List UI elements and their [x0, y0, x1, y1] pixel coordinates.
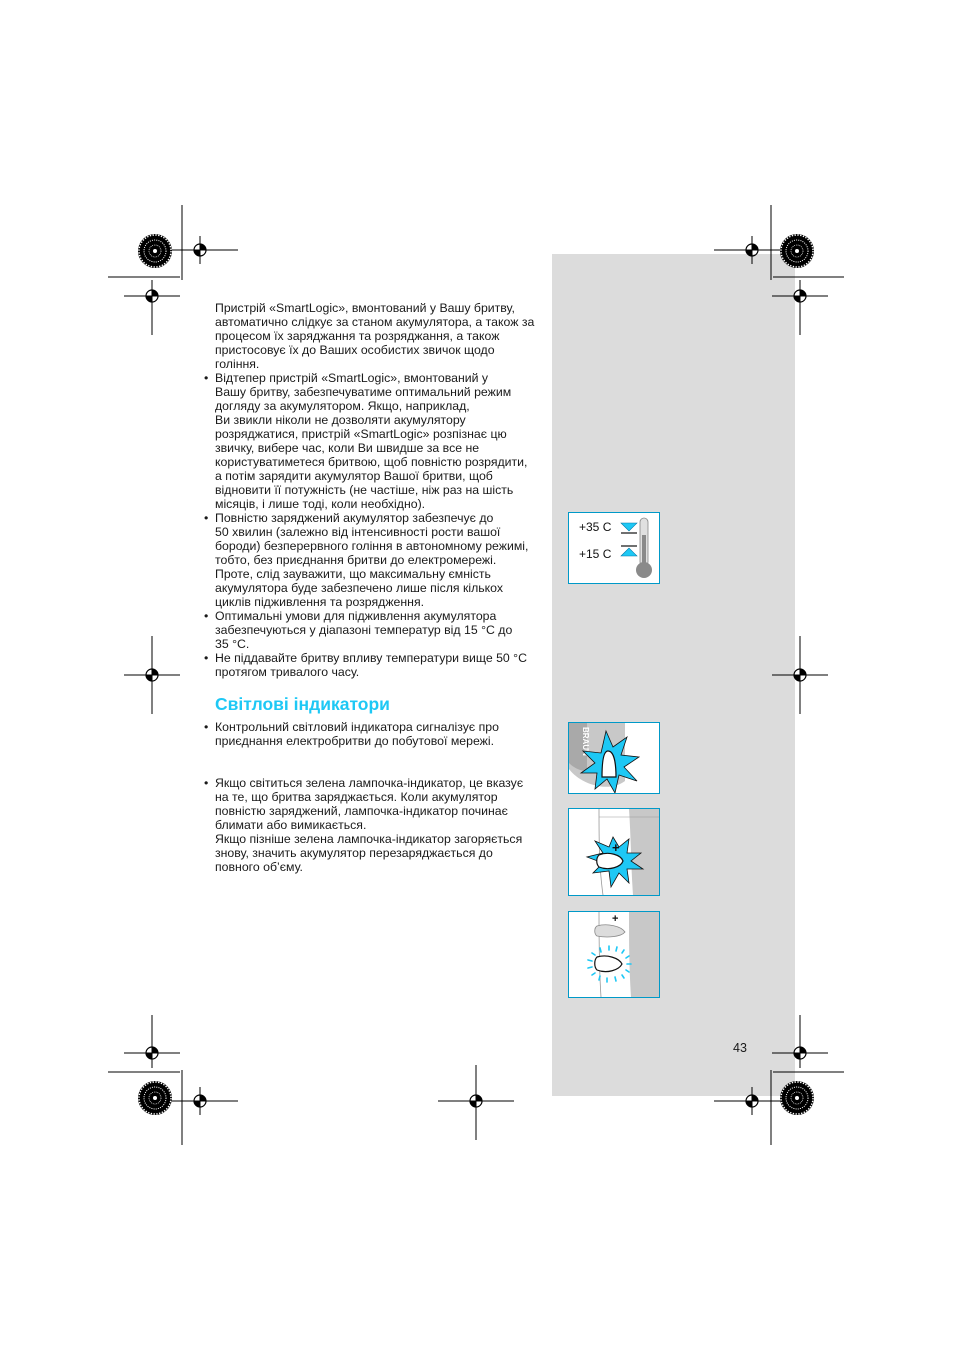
bullet-temperature-warning [204, 651, 540, 679]
text-line: приєднання електробритви до побутової мережі. [215, 734, 495, 748]
temp-min-label: +15 C [579, 547, 612, 561]
indicator-lamp-icon [597, 853, 623, 868]
text-line: тобто, без приєднання бритви до електромережі. [215, 553, 497, 567]
charging-indicator-figure [568, 808, 660, 896]
bullet-dot: • [204, 371, 209, 385]
text-line: циклів підживлення та розрядження. [215, 595, 425, 609]
blinking-indicator-figure [568, 911, 660, 998]
text-line: Вашу бритву, забезпечуватиме оптимальний режим [215, 385, 512, 399]
text-line: бороди) безперервного гоління в автономному режимі, [215, 539, 529, 553]
range-arrows-icon [621, 523, 637, 556]
text-line: повного об’єму. [215, 860, 303, 874]
text-line: відновити її потужність (не частіше, ніж раз на шість [215, 483, 514, 497]
text-line: Якщо пізніше зелена лампочка-індикатор загоряється [215, 832, 523, 846]
bullet-optimal-temperature [204, 609, 540, 651]
thermometer-icon [636, 518, 652, 578]
bullet-dot: • [204, 511, 209, 525]
shaver-indicator-figure [568, 722, 660, 794]
bullet-charge-indicator [204, 776, 540, 874]
text-line: Якщо світиться зелена лампочка-індикатор, це вказує [215, 776, 524, 790]
plus-symbol: + [612, 840, 620, 855]
temp-max-label: +35 C [579, 520, 612, 534]
text-line: а потім зарядити акумулятор Вашої бритви, щоб [215, 469, 493, 483]
text-line: Ви звикли ніколи не дозволяти акумулятору [215, 413, 466, 427]
text-line: 50 хвилин (залежно від інтенсивності рости вашої [215, 525, 501, 539]
text-line: блимати або вимикається. [215, 818, 367, 832]
text-line: акумулятора буде забезпечено лише після кількох [215, 581, 504, 595]
text-line: Проте, слід зауважити, що максимальну ємність [215, 567, 491, 581]
main-text-column [204, 301, 540, 874]
text-line: догляду за акумулятором. Якщо, наприклад, [215, 399, 470, 413]
bullet-dot: • [204, 651, 209, 665]
bullet-smartlogic [204, 371, 540, 511]
text-line: знову, значить акумулятор перезаряджається до [215, 846, 493, 860]
upper-lamp-icon [595, 925, 625, 937]
text-line: забезпечуються у діапазоні температур від 15 °C до [215, 623, 513, 637]
text-line: Не піддавайте бритву впливу температури вище 50 °C [215, 651, 527, 665]
bullet-dot: • [204, 776, 209, 790]
bullet-dot: • [204, 609, 209, 623]
text-line: розряджатися, пристрій «SmartLogic» розпізнає цю [215, 427, 507, 441]
temperature-figure [568, 512, 660, 584]
indicator-lamp-icon [595, 956, 622, 972]
plus-symbol: + [612, 913, 619, 925]
text-line: звичку, вибере час, коли Ви швидше за все не [215, 441, 480, 455]
brand-logo-text: BRAUN [581, 727, 590, 756]
text-line: на те, що бритва заряджається. Коли акумулятор [215, 790, 498, 804]
page-number: 43 [733, 1041, 747, 1055]
text-line: Повністю заряджений акумулятор забезпечує до [215, 511, 494, 525]
text-line: повністю заряджений, лампочка-індикатор починає [215, 804, 508, 818]
section-heading: Світлові індикатори [215, 694, 390, 714]
intro-paragraph: Пристрій «SmartLogic», вмонтований у Вашу бритву, автоматично слідкує за станом акумулятора, а також за процесом їх заряджання та розряджання, а також пристосовує їх до Ваших особистих звичок щодо гоління. [215, 301, 535, 371]
text-line: 35 °C. [215, 637, 250, 651]
bullet-dot: • [204, 720, 209, 734]
bullet-mains-indicator [204, 720, 540, 748]
bullet-battery-capacity [204, 511, 540, 609]
text-line: протягом тривалого часу. [215, 665, 360, 679]
text-line: користуватиметеся бритвою, щоб повністю розрядити, [215, 455, 528, 469]
text-line: Відтепер пристрій «SmartLogic», вмонтований у [215, 371, 489, 385]
text-line: Контрольний світловий індикатора сигналізує про [215, 720, 499, 734]
text-line: місяців, і лише тоді, коли необхідно). [215, 497, 426, 511]
text-line: Оптимальні умови для підживлення акумулятора [215, 609, 497, 623]
